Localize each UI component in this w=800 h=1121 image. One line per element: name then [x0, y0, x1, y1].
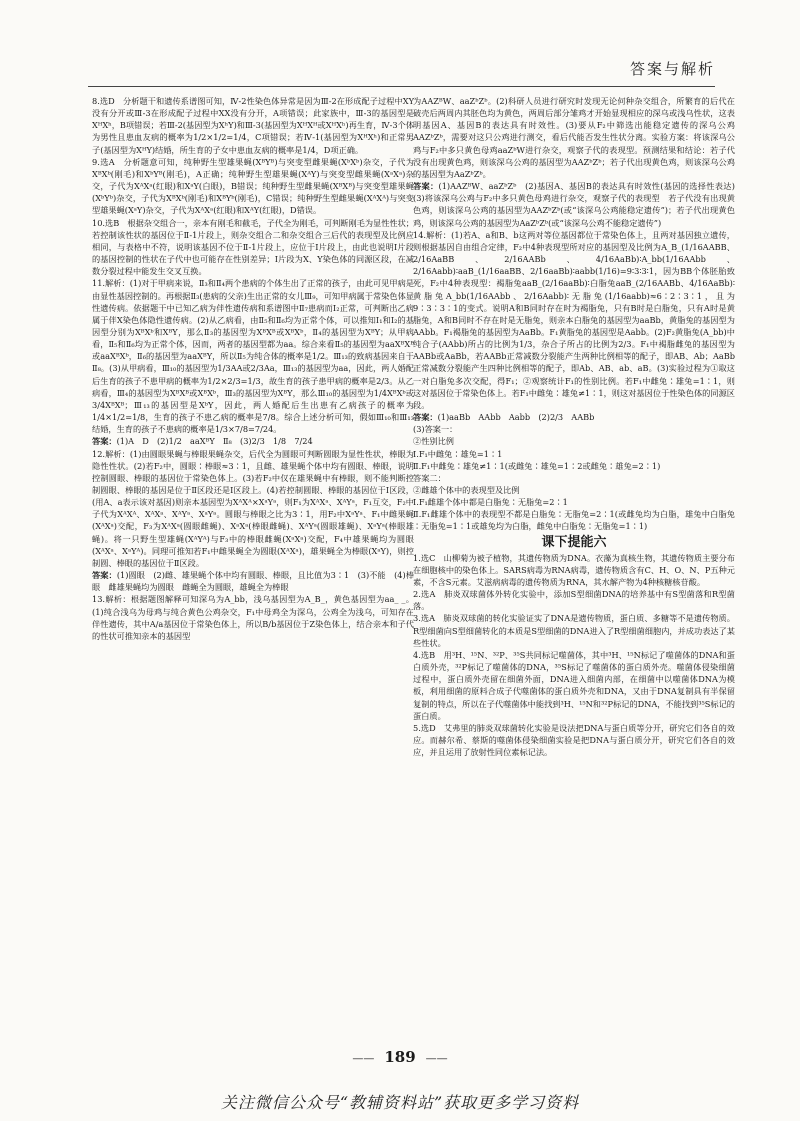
answer-paragraph: Ⅰ.F₁雌雄个体中都是白脂兔∶无脂兔=2∶1 — [413, 497, 568, 508]
answer-text: (1)AAZᴮW、aaZᵇZᵇ (2)基因A、基因B的表达具有时效性(基因的选择性表达) (3)将该深乌公鸡与F₂中多只黄色母鸡进行杂交，观察子代的表现型 若子代没有出现黄色鸡，则该深乌公鸡的基因型为AAZᵇZᵇ(或“该深乌公鸡能稳定遗传”)；若子代出现黄色鸡，则该深乌公鸡的基因型为AaZᵇZᵇ(或“该深乌公鸡不能稳定遗传”) — [413, 181, 744, 228]
page-header — [88, 52, 715, 87]
answer-paragraph: Ⅱ.F₁雌雄个体中的表现型不都是白脂兔∶无脂兔=2∶1(或雌兔均为白脂，雄兔中白脂兔∶无脂兔=1∶1或雄兔均为白脂，雌兔中白脂兔∶无脂兔=1∶1) — [413, 509, 735, 532]
answer-label: 答案： — [92, 436, 117, 447]
answer-text: (1)aaBb AAbb Aabb (2)2/3 AABb — [437, 412, 595, 423]
section-title: 课下提能六 — [541, 534, 607, 550]
answer-paragraph: 9.选A 分析题意可知，纯种野生型雄果蝇(XᴮYᴮ)与突变型雌果蝇(XᵇXᵇ)杂交，子代为XᴮXᵇ(刚毛)和XᵇYᴮ(刚毛)，A正确；纯种野生型雄果蝇(XᴬY)与突变型雌果蝇(XᵃXᵃ)杂交，子代为XᴬXᵃ(红眼)和XᵃY(白眼)，B错误；纯种野生型雌果蝇(XᴮXᴮ)与突变型雄果蝇(XᵇYᵇ)杂交，子代为XᴮXᵇ(刚毛)和XᴮYᵇ(刚毛)，C错误；纯种野生型雌果蝇(XᴬXᴬ)与突变型雄果蝇(XᵃY)杂交，子代为XᴬXᵃ(红眼)和XᴬY(红眼)，D错误。 — [92, 156, 414, 216]
answer-label: 答案： — [413, 412, 438, 423]
answer-label: 答案： — [413, 181, 439, 192]
answer-paragraph: (3)答案一： — [413, 424, 458, 435]
page-number-value: 189 — [384, 1048, 416, 1066]
answer-paragraph: 12.解析：(1)由圆眼果蝇与棒眼果蝇杂交，后代全为圆眼可判断圆眼为显性性状，棒眼为隐性性状。(2)若F₂中，圆眼∶棒眼≈3∶1，且雌、雄果蝇个体中均有圆眼、棒眼，说明控制圆眼、棒眼的基因位于常染色体上。(3)若F₂中仅在雄果蝇中有棒眼，则不能判断控制圆眼、棒眼的基因是位于Ⅱ区段还是Ⅰ区段上。(4)若控制圆眼、棒眼的基因位于Ⅰ区段，(用A、a表示该对基因)则亲本基因型为XᴬXᴬ×XᵃYᵃ，则F₁为XᴬXᵃ、XᴬYᵃ，F₁互交，F₂中子代为XᴬXᴬ、XᴬXᵃ、XᴬYᵃ、XᵃYᵃ。圆眼与棒眼之比为3∶1，用F₂中XᵃYᵃ、F₁中雌果蝇(XᴬXᵃ)交配，F₃为XᴬXᵃ(圆眼雌蝇)、XᵃXᵃ(棒眼雌蝇)、XᴬYᵃ(圆眼雄蝇)、XᵃYᵃ(棒眼雄蝇)。将一只野生型雄蝇(XᴬYᴬ)与F₃中的棒眼雌蝇(XᵃXᵃ)交配，F₄中雄果蝇均为圆眼(XᴬXᵃ、XᵃYᴬ)。同理可推知若F₁中雌果蝇全为圆眼(XᴬXᵃ)，雄果蝇全为棒眼(XᵃY)，则控制圆、棒眼的基因位于Ⅱ区段。 — [92, 448, 414, 568]
answer-label: 答案： — [92, 570, 117, 581]
answer-paragraph: 5.选D 艾弗里的肺炎双球菌转化实验是设法把DNA与蛋白质等分开，研究它们各自的效应。而赫尔希、蔡斯的噬菌体侵染细菌实验是把DNA与蛋白质分开，研究它们各自的效应，并且运用了放射性同位素标记法。 — [413, 722, 735, 758]
answer-paragraph: 11.解析：(1)对于甲病来说，Ⅱ₃和Ⅱ₄两个患病的个体生出了正常的孩子，由此可见甲病是由显性基因控制的。再根据Ⅱ₃(患病的父亲)生出正常的女儿Ⅲ₉，可知甲病属于常染色体显性遗传病。依据题干中已知乙病为伴性遗传病和系谱图中Ⅱ₇患病而Ⅰ₂正常，可判断出乙病属于伴X染色体隐性遗传病。(2)从乙病看，由Ⅱ₅和Ⅱ₆均为正常个体，可以推知Ⅰ₁和Ⅰ₂的基因型分别为XᴮXᵇ和XᴮY，那么Ⅱ₃的基因型为XᴮXᴮ或XᴮXᵇ，Ⅱ₄的基因型为XᴮY；从甲病看，Ⅱ₅和Ⅱ₆均为正常个体，因而，两者的基因型都为aa。综合来看Ⅱ₅的基因型为aaXᴮXᴮ或aaXᴮXᵇ，Ⅱ₆的基因型为aaXᴮY，所以Ⅱ₅为纯合体的概率是1/2。Ⅲ₁₃的致病基因来自于Ⅱ₈。(3)从甲病看，Ⅲ₁₀的基因型为1/3AA或2/3Aa，Ⅲ₁₃的基因型为aa，因此，两人婚配后生育的孩子不患甲病的概率为1/2×2/3=1/3，故生育的孩子患甲病的概率是2/3。从乙病看，Ⅲ₄的基因型为XᴮXᴮ或XᴮXᵇ，Ⅲ₃的基因型为XᴮY，那么Ⅲ₁₀的基因型为1/4XᴮXᵇ或3/4XᴮXᴮ；Ⅲ₁₃的基因型是XᵇY，因此，两人婚配后生出患有乙病孩子的概率为1/4×1/2=1/8，生育的孩子不患乙病的概率是7/8。综合上述分析可知，假如Ⅲ₁₀和Ⅲ₁₃结婚，生育的孩子不患病的概率是1/3×7/8=7/24。 — [92, 278, 414, 435]
answer-paragraph: Ⅱ.F₁中雌兔∶雄兔≠1∶1(或雌兔∶雄兔=1∶2或雌兔∶雄兔=2∶1) — [413, 460, 661, 471]
page-number: —— 189 —— — [352, 1048, 448, 1066]
answer-paragraph: 14.解析：(1)若A、a和B、b这两对等位基因都位于常染色体上，且两对基因独立遗传，则根据基因自由组合定律，F₂中4种表现型所对应的基因型及比例为A_B_(1/16AABB、2/16AaBB、2/16AABb、4/16AaBb)∶A_bb(1/16AAbb、2/16Aabb)∶aaB_(1/16aaBB、2/16aaBb)∶aabb(1/16)=9∶3∶3∶1，因为BB个体胚胎致死，F₂中4种表现型：褐脂兔aaB_(2/16aaBb)∶白脂兔aaB_(2/16AABb、4/16AaBb)∶黄脂兔A_bb(1/16AAbb、2/16Aabb)∶无脂兔(1/16aabb)≈6∶2∶3∶1，且为9∶3∶3∶1的变式。说明A和B同时存在时为褐脂兔，只有B时是白脂兔，只有A时是黄脂兔，A和B同时不存在时是无脂兔，则亲本白脂兔的基因型为aaBb，黄脂兔的基因型为AAbb。F₁褐脂兔的基因型为AaBb。F₁黄脂兔的基因型是Aabb。(2)F₂黄脂兔(A_bb)中纯合子(AAbb)所占的比例为1/3，杂合子所占的比例为2/3。F₁中褐脂雌兔的基因型为AABb或AaBb，若AABb正常减数分裂能产生两种比例相等的配子，即AB、Ab；AaBb正常减数分裂能产生四种比例相等的配子，即Ab、AB、ab、aB。(3)实验过程为①取这一对白脂兔多次交配，得F₁；②观察统计F₁的性别比例。若F₁中雌兔∶雄兔=1∶1，则这对基因位于常染色体上。若F₁中雌兔∶雄兔≠1∶1，则这对基因位于性染色体的同源区段。 — [413, 229, 735, 410]
answer-paragraph: 8.选D 分析题干和遗传系谱图可知，Ⅳ-2性染色体异常是因为Ⅲ-2在形成配子过程中XY没有分开或Ⅲ-3在形成配子过程中XX没有分开，A项错误；此家族中，Ⅲ-3的基因型是XᴴXʰ，B项错误；若Ⅲ-2(基因型为XʰY)和Ⅲ-3(基因型为XᴴXᴴ或XᴴXʰ)再生育，Ⅳ-3个体为男性且患血友病的概率为1/2×1/2=1/4，C项错误；若Ⅳ-1(基因型为XᴴXʰ)和正常男子(基因型为XᴴY)结婚，所生育的子女中患血友病的概率是1/4，D项正确。 — [92, 96, 414, 155]
footer-text: 关注微信公众号“教辅资料站”获取更多学习资料 — [220, 1093, 580, 1112]
answer-paragraph: 1.选C 山柳菊为被子植物，其遗传物质为DNA。衣藻为真核生物，其遗传物质主要分布在细胞核中的染色体上。SARS病毒为RNA病毒，遗传物质含有C、H、O、N、P五种元素，不含S元素。艾滋病病毒的遗传物质为RNA，其水解产物为4种核糖核苷酸。 — [413, 552, 735, 587]
answer-paragraph: 答案二： — [413, 472, 446, 483]
answer-text: (1)圆眼 (2)雌、雄果蝇个体中均有圆眼、棒眼，且比值为3∶1 (3)不能 (4)棒眼 雌雄果蝇均为圆眼 雌蝇全为圆眼，雄蝇全为棒眼 — [92, 570, 414, 593]
answer-line — [413, 180, 744, 229]
answer-paragraph: 3.选A 肺炎双球菌的转化实验证实了DNA是遗传物质，蛋白质、多糖等不是遗传物质。R型细菌向S型细菌转化的本质是S型细菌的DNA进入了R型细菌细胞内，并成功表达了某些性状。 — [413, 613, 735, 648]
answer-paragraph: 为AAZᴮW、aaZᵇZᵇ。(2)科研人员进行研究时发现无论何种杂交组合，所繁育的后代在破壳后两周内其胚色均为黄色，两周后部分雏鸡才开始显现相应的深乌或浅乌性状，这表明基因A、基因B的表达具有时效性。(3)要从F₂中筛选出能稳定遗传的深乌公鸡AAZᵇZᵇ，需要对这只公鸡进行测交，看后代能否发生性状分离。实验方案：将该深乌公鸡与F₂中多只黄色母鸡aaZᵇW进行杂交，观察子代的表现型。预测结果和结论：若子代没有出现黄色鸡，则该深乌公鸡的基因型为AAZᵇZᵇ；若子代出现黄色鸡，则该深乌公鸡的基因型为AaZᵇZᵇ。 — [413, 96, 735, 179]
answer-paragraph: 2.选A 肺炎双球菌体外转化实验中，添加S型细菌DNA的培养基中有S型菌落和R型菌落。 — [413, 589, 735, 612]
answer-paragraph: ②雌雄个体中的表现型及比例 — [413, 485, 520, 495]
header-title: 答案与解析 — [629, 60, 715, 78]
answer-text: (1)A D (2)1/2 aaXᴮY Ⅱ₈ (3)2/3 1/8 7/24 — [116, 436, 313, 447]
answer-line — [92, 569, 414, 593]
answer-paragraph: 13.解析：根据题图解释可知深乌为A_bb，浅乌基因型为A_B_，黄色基因型为aa_ _。(1)纯合浅乌为母鸡与纯合黄色公鸡杂交，F₁中母鸡全为深乌，公鸡全为浅乌，可知存在伴性遗传，其中A/a基因位于常染色体上，所以B/b基因位于Z染色体上，结合亲本和子代的性状可推知亲本的基因型 — [92, 594, 414, 641]
answer-line — [92, 435, 414, 447]
answer-paragraph: ②性别比例 — [413, 436, 454, 447]
answer-paragraph: 4.选B 用³H、¹⁵N、³²P、³⁵S共同标记噬菌体，其中³H、¹⁵N标记了噬菌体的DNA和蛋白质外壳，³²P标记了噬菌体的DNA，³⁵S标记了噬菌体的蛋白质外壳。噬菌体侵染细菌过程中，蛋白质外壳留在细菌外面，DNA进入细菌内部，在细菌中以噬菌体DNA为模板，利用细菌的原料合成子代噬菌体的蛋白质外壳和DNA，又由于DNA复制具有半保留复制的特点，所以在子代噬菌体中能找到³H、¹⁵N和³²P标记的DNA，不能找到³⁵S标记的蛋白质。 — [413, 649, 735, 721]
left-column — [92, 95, 414, 1045]
right-column — [413, 95, 744, 1045]
answer-paragraph: Ⅰ.F₁中雌兔∶雄兔=1∶1 — [413, 448, 503, 459]
answer-paragraph: 10.选B 根据杂交组合一，亲本有刚毛和截毛，子代全为刚毛，可判断刚毛为显性性状；若控制该性状的基因位于Ⅱ-1片段上，则杂交组合二和杂交组合三后代的表现型及比例应相同，与表格中不符，说明该基因不位于Ⅱ-1片段上，应位于Ⅰ片段上，由此也说明Ⅰ片段的基因控制的性状在子代中也可能存在性别差异；Ⅰ片段为X、Y染色体的同源区段，在减数分裂过程中能发生交叉互换。 — [92, 217, 414, 277]
answer-line — [413, 411, 735, 423]
